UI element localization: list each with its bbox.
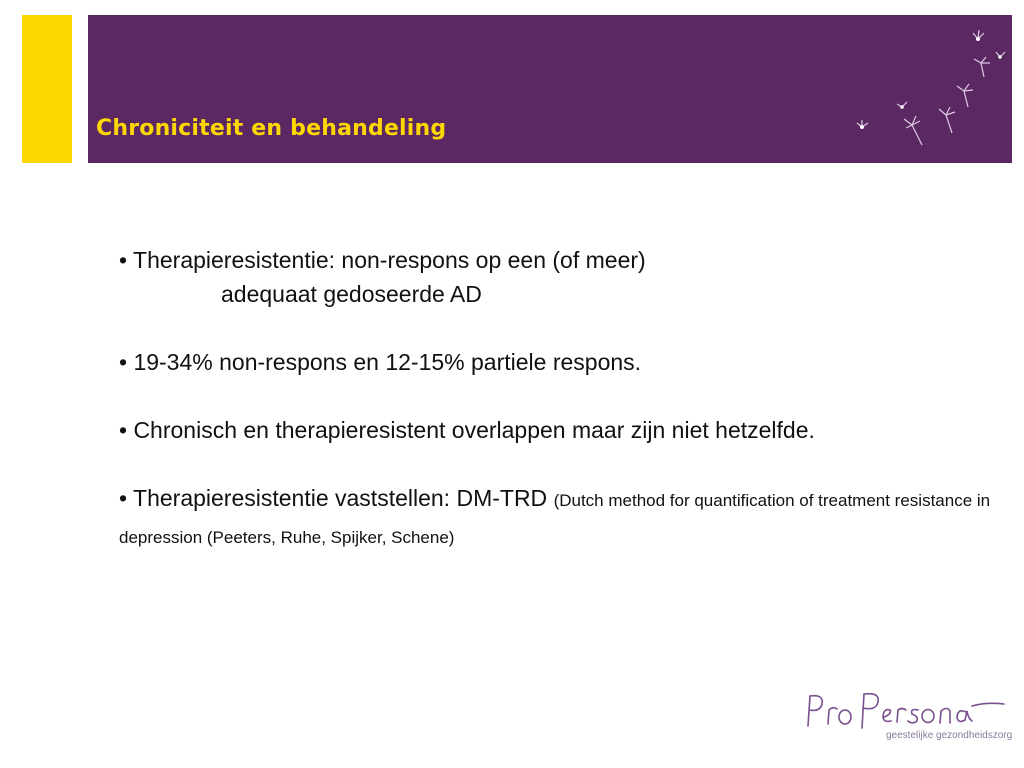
logo-tagline: geestelijke gezondheidszorg — [886, 730, 1013, 741]
bullet-text: • Therapieresistentie vaststellen: DM-TRD — [119, 485, 554, 511]
bullet-text: • Therapieresistentie: non-respons op een (of meer) — [119, 247, 646, 273]
slide-title: Chroniciteit en behandeling — [96, 116, 447, 141]
bullet-item: • 19-34% non-respons en 12-15% partiele respons. — [119, 349, 642, 375]
bullet-item: • Chronisch en therapieresistent overlappen maar zijn niet hetzelfde. — [119, 417, 815, 443]
bullet-note: (Dutch method for quantification of treatment resistance in depression (Peeters, Ruhe, Spijker, Schene) — [119, 491, 991, 547]
bullet-item — [119, 243, 999, 311]
propersona-logo — [800, 686, 1013, 756]
bullet-text-continued: adequaat gedoseerde AD — [221, 281, 482, 307]
slide-content — [119, 243, 999, 589]
bullet-item — [119, 481, 999, 555]
dandelion-seeds-icon — [782, 15, 1012, 163]
header-band — [88, 15, 1012, 163]
yellow-accent-bar — [22, 15, 72, 163]
logo-wordmark-icon — [800, 686, 1010, 732]
